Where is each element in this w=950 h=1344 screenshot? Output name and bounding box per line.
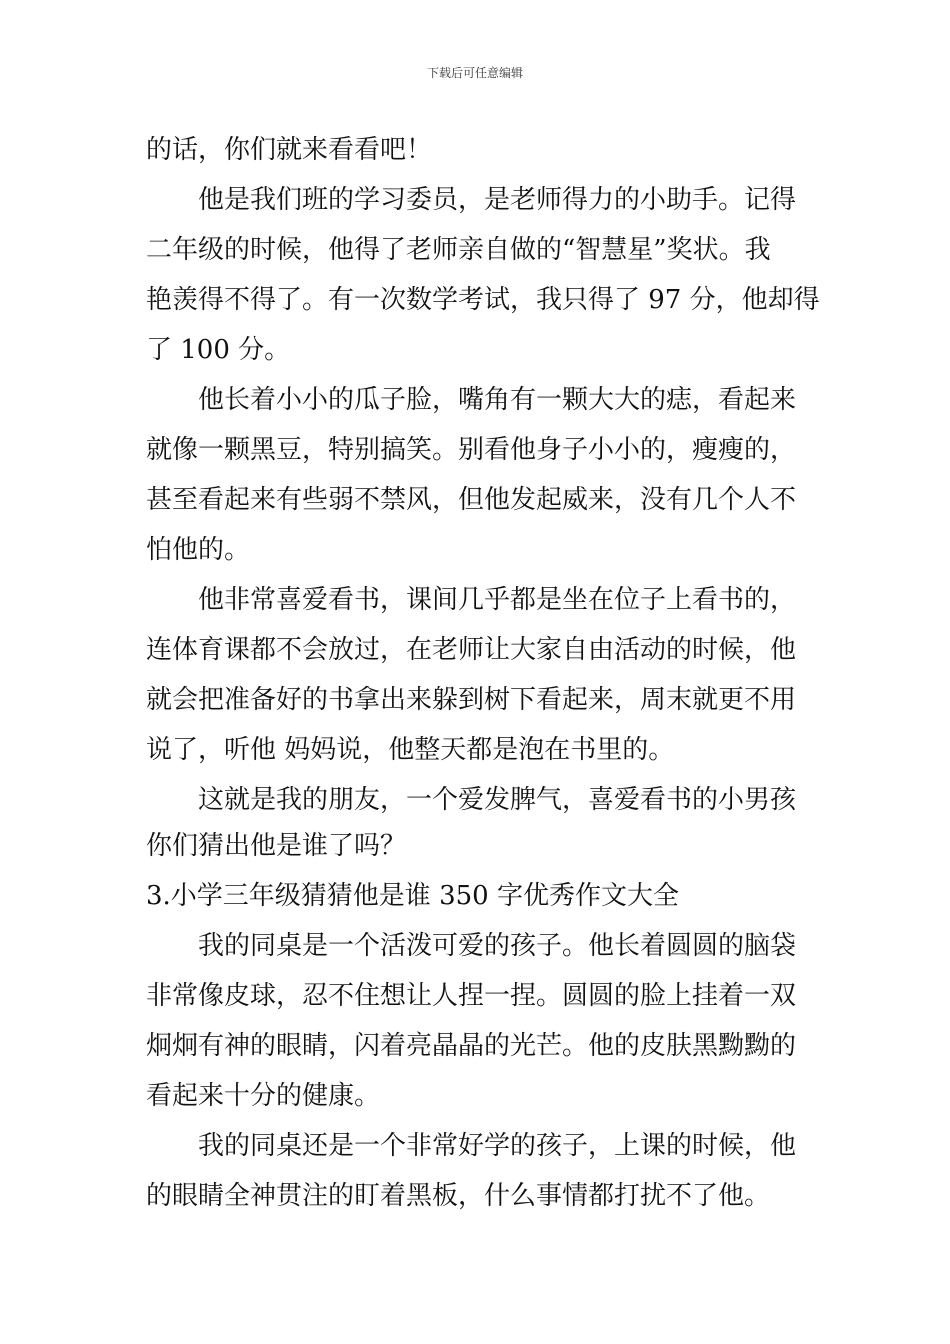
text-line: 怕他的。 (146, 535, 251, 565)
text-line: 二年级的时候，他得了老师亲自做的“智慧星”奖状。我 (146, 235, 771, 265)
text-line: 非常像皮球，忍不住想让人捏一捏。圆圆的脸上挂着一双 (146, 981, 797, 1011)
text-line: 炯炯有神的眼睛，闪着亮晶晶的光芒。他的皮肤黑黝黝的 (146, 1031, 797, 1061)
text-line: 他长着小小的瓜子脸，嘴角有一颗大大的痣，看起来 (198, 385, 797, 415)
text-line: 的话，你们就来看看吧！ (146, 135, 433, 165)
text-line: 你们猜出他是谁了吗？ (146, 831, 407, 861)
text-line: 我的同桌是一个活泼可爱的孩子。他长着圆圆的脑袋 (198, 931, 797, 961)
text-line: 他是我们班的学习委员，是老师得力的小助手。记得 (198, 185, 797, 215)
text-line: 看起来十分的健康。 (146, 1081, 381, 1111)
text-line: 就会把准备好的书拿出来躲到树下看起来，周末就更不用 (146, 685, 797, 715)
text-line: 我的同桌还是一个非常好学的孩子，上课的时候，他 (198, 1131, 797, 1161)
page-header: 下载后可任意编辑 (426, 66, 523, 80)
text-line: 这就是我的朋友，一个爱发脾气，喜爱看书的小男孩 (198, 785, 797, 815)
text-line: 艳羡得不得了。有一次数学考试，我只得了 97 分，他却得 (146, 285, 820, 315)
text-line: 他非常喜爱看书，课间几乎都是坐在位子上看书的， (198, 585, 797, 615)
text-line: 的眼睛全神贯注的盯着黑板，什么事情都打扰不了他。 (146, 1181, 771, 1211)
text-line: 了 100 分。 (146, 335, 291, 365)
section-heading: 3.小学三年级猜猜他是谁 350 字优秀作文大全 (146, 881, 679, 911)
text-line: 甚至看起来有些弱不禁风，但他发起威来，没有几个人不 (146, 485, 797, 515)
text-line: 就像一颗黑豆，特别搞笑。别看他身子小小的，瘦瘦的， (146, 435, 797, 465)
text-line: 连体育课都不会放过，在老师让大家自由活动的时候，他 (146, 635, 797, 665)
text-line: 说了，听他 妈妈说，他整天都是泡在书里的。 (146, 735, 675, 765)
